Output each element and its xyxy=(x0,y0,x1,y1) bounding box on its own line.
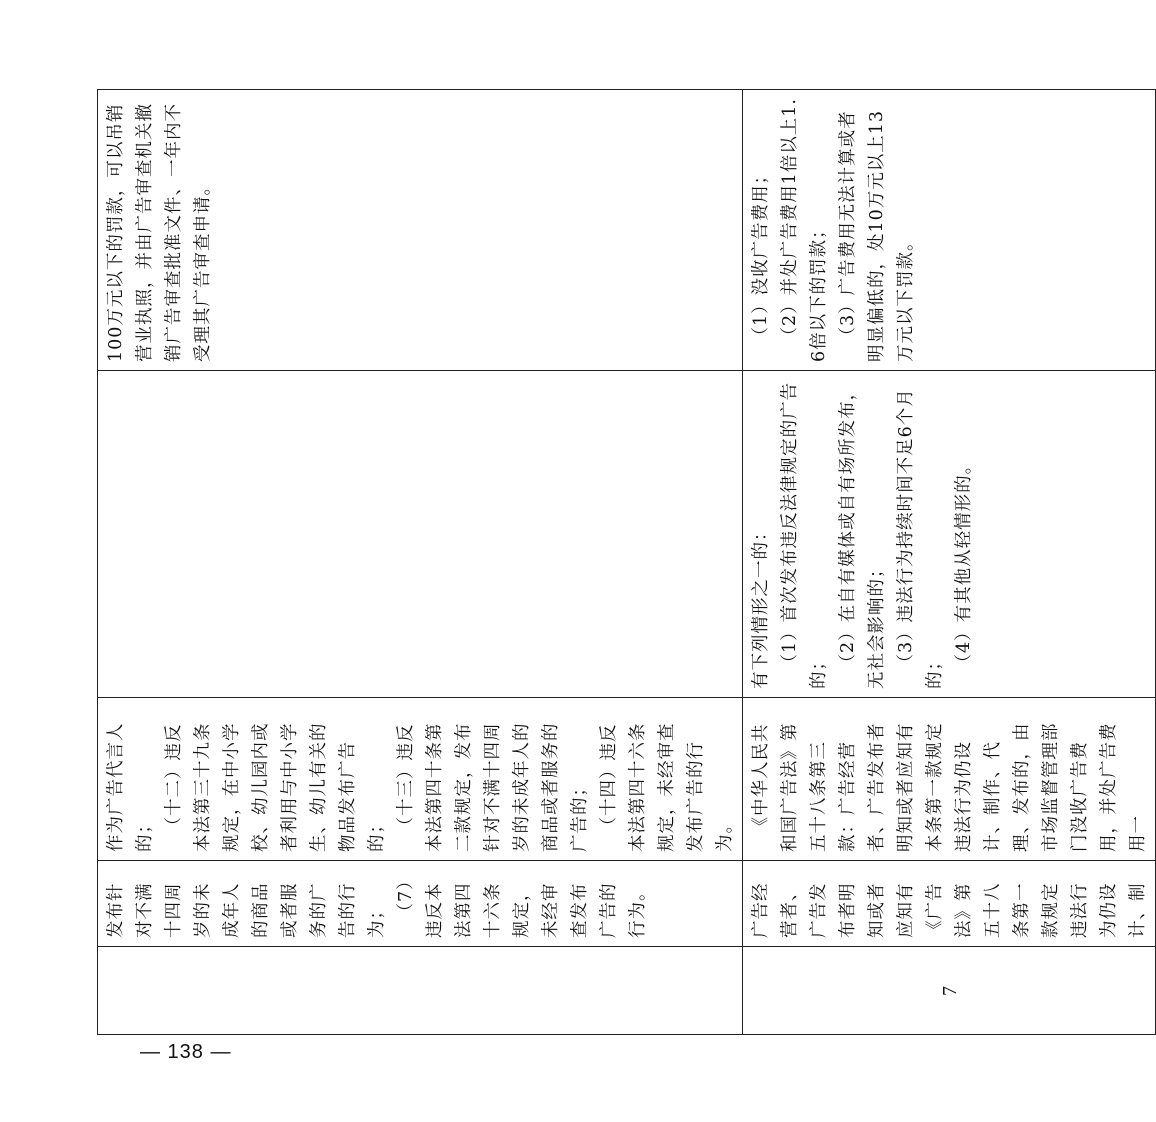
penalty-line: 100万元以下的罚款，可以吊销营业执照，并由广告审查机关撤销广告审查批准文件、一年内不受理其广告审查申请。 xyxy=(106,103,213,362)
table-row xyxy=(743,90,1156,1035)
circumstance-line: （2）在自有媒体或自有场所发布，无社会影响的； xyxy=(838,381,887,689)
circumstances-cell xyxy=(743,371,1156,698)
rotated-table-wrapper xyxy=(97,90,1148,1035)
penalty-line: （1）没收广告费用； xyxy=(751,165,771,345)
circumstance-line: 有下列情形之一的： xyxy=(751,522,771,689)
subject-line: 发布针对不满十四周岁的未成年人的商品或者服务的广告的行为； xyxy=(106,882,387,938)
basis-line: （十三）违反本法第四十条第二款规定，发布针对不满十四周岁的未成年人的商品或者服务的广告的； xyxy=(396,722,590,852)
page-number: — 138 — xyxy=(140,1041,232,1063)
legal-basis-cell xyxy=(98,698,743,861)
circumstance-line: （3）违法行为持续时间不足6个月的； xyxy=(896,388,945,689)
circumstance-line: （1）首次发布违反法律规定的广告的； xyxy=(780,381,829,689)
row-number-cell: 7 xyxy=(743,947,1156,1035)
basis-line: 作为广告代言人的； xyxy=(106,722,155,852)
legal-basis-cell xyxy=(743,698,1156,861)
penalty-standard-table xyxy=(97,89,1156,1035)
table-row xyxy=(98,90,743,1035)
basis-line: 《中华人民共和国广告法》第五十八条第三款：广告经营者、广告发布者明知或者应知有本条第一款规定违法行为仍设计、制作、代理、发布的，由市场监督管理部门没收广告费用，并处广告费用一 xyxy=(751,722,1148,852)
basis-line: （十四）违反本法第四十六条规定，未经审查发布广告的行为。 xyxy=(599,722,735,852)
penalty-line: （2）并处广告费用1倍以上1.6倍以下的罚款； xyxy=(780,98,829,362)
subject-line: 广告经营者、广告发布者明知或者应知有《广告法》第五十八条第一款规定违法行为仍设计、制 xyxy=(751,882,1148,938)
circumstances-cell xyxy=(98,371,743,698)
circumstance-line: （4）有其他从轻情形的。 xyxy=(954,455,974,672)
basis-line: （十二）违反本法第三十九条规定，在中小学校、幼儿园内或者利用与中小学生、幼儿有关的物品发布广告的； xyxy=(164,722,387,852)
subject-cell xyxy=(98,861,743,947)
penalty-line: （3）广告费用无法计算或者明显偏低的，处10万元以上13万元以下罚款。 xyxy=(838,109,916,362)
subject-cell xyxy=(743,861,1156,947)
subject-line: （7）违反本法第四十六条规定，未经审查发布广告的行为。 xyxy=(396,871,648,938)
penalty-cell xyxy=(743,90,1156,371)
row-number-cell xyxy=(98,947,743,1035)
penalty-cell xyxy=(98,90,743,371)
